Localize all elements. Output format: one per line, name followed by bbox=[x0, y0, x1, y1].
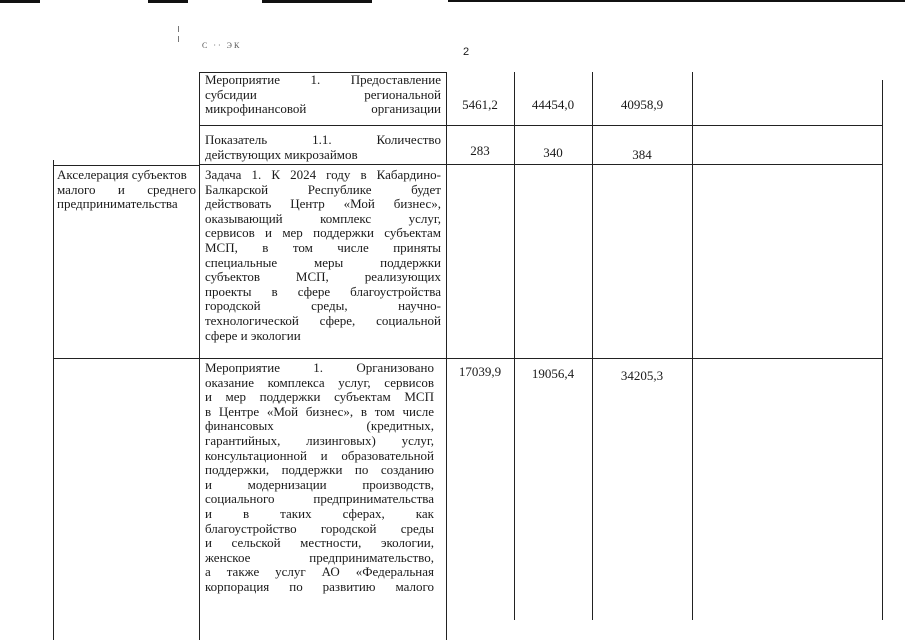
row-2-value-3: 384 bbox=[632, 147, 652, 162]
text-line: женское предпринимательство, bbox=[205, 549, 434, 565]
row-divider bbox=[53, 165, 199, 166]
text-line: субъектов МСП, реализующих bbox=[205, 269, 441, 285]
text-line: малого и среднего bbox=[57, 181, 196, 197]
scan-top-line bbox=[448, 0, 905, 2]
row-4-description bbox=[205, 361, 434, 595]
row-2-value-1: 283 bbox=[470, 143, 490, 158]
text-line: и в таких сферах, как bbox=[205, 505, 434, 521]
scan-top-line bbox=[148, 0, 188, 3]
text-line: поддержки, поддержки по созданию bbox=[205, 462, 434, 478]
scan-mark: С ·· ЭК bbox=[202, 41, 242, 50]
row-1-value-1: 5461,2 bbox=[462, 97, 498, 112]
row-1-value-3: 40958,9 bbox=[620, 97, 664, 112]
table-col-divider bbox=[692, 72, 693, 620]
row-1-description bbox=[205, 73, 441, 117]
text-line: и модернизации производств, bbox=[205, 476, 434, 492]
row-4-value-2: 19056,4 bbox=[531, 366, 575, 381]
text-line: Показатель 1.1. Количество bbox=[205, 132, 441, 147]
text-line: финансовых (кредитных, bbox=[205, 418, 434, 434]
table-border-left bbox=[53, 160, 54, 640]
text-line: оказывающий комплекс услуг, bbox=[205, 210, 441, 226]
text-line: предпринимательства bbox=[57, 196, 178, 212]
scan-tick bbox=[178, 26, 179, 32]
text-line: сфере и экологии bbox=[205, 327, 301, 343]
page-number: 2 bbox=[463, 46, 470, 58]
text-line: социального предпринимательства bbox=[205, 491, 434, 507]
text-line: городской среды, научно- bbox=[205, 298, 441, 314]
text-line: Мероприятие 1. Организовано bbox=[205, 360, 434, 375]
text-line: в Центре «Мой бизнес», в том числе bbox=[205, 403, 434, 419]
text-line: микрофинансовой организации bbox=[205, 101, 441, 117]
row-4-value-3: 34205,3 bbox=[620, 368, 664, 383]
text-line: корпорация по развитию малого bbox=[205, 578, 434, 594]
section-title bbox=[57, 168, 196, 212]
text-line: субсидии региональной bbox=[205, 86, 441, 102]
row-divider bbox=[53, 358, 883, 359]
text-line: Акселерация субъектов bbox=[57, 167, 187, 182]
text-line: сервисов и мер поддержки субъектам bbox=[205, 225, 441, 241]
text-line: специальные меры поддержки bbox=[205, 254, 441, 270]
row-2-value-2: 340 bbox=[543, 145, 563, 160]
scan-top-line bbox=[262, 0, 372, 3]
text-line: и сельской местности, экологии, bbox=[205, 535, 434, 551]
text-line: действовать Центр «Мой бизнес», bbox=[205, 196, 441, 212]
text-line: проекты в сфере благоустройства bbox=[205, 283, 441, 299]
text-line: Задача 1. К 2024 году в Кабардино- bbox=[205, 167, 441, 182]
text-line: Мероприятие 1. Предоставление bbox=[205, 72, 441, 87]
text-line: технологической сфере, социальной bbox=[205, 312, 441, 328]
scan-tick bbox=[178, 36, 179, 42]
text-line: МСП, в том числе приняты bbox=[205, 239, 441, 255]
text-line: оказание комплекса услуг, сервисов bbox=[205, 374, 434, 390]
table-border-right bbox=[882, 80, 883, 620]
text-line: благоустройство городской среды bbox=[205, 520, 434, 536]
text-line: консультационной и образовательной bbox=[205, 447, 434, 463]
row-divider bbox=[199, 164, 883, 165]
text-line: Балкарской Республике будет bbox=[205, 181, 441, 197]
row-4-value-1: 17039,9 bbox=[458, 364, 502, 379]
text-line: действующих микрозаймов bbox=[205, 146, 358, 162]
row-divider bbox=[199, 125, 883, 126]
scan-top-line bbox=[0, 0, 40, 3]
row-1-value-2: 44454,0 bbox=[531, 97, 575, 112]
row-2-description bbox=[205, 133, 441, 162]
text-line: гарантийных, лизинговых) услуг, bbox=[205, 432, 434, 448]
row-3-description bbox=[205, 168, 441, 343]
text-line: и мер поддержки субъектам МСП bbox=[205, 389, 434, 405]
text-line: а также услуг АО «Федеральная bbox=[205, 564, 434, 580]
table-col-divider bbox=[199, 72, 200, 640]
